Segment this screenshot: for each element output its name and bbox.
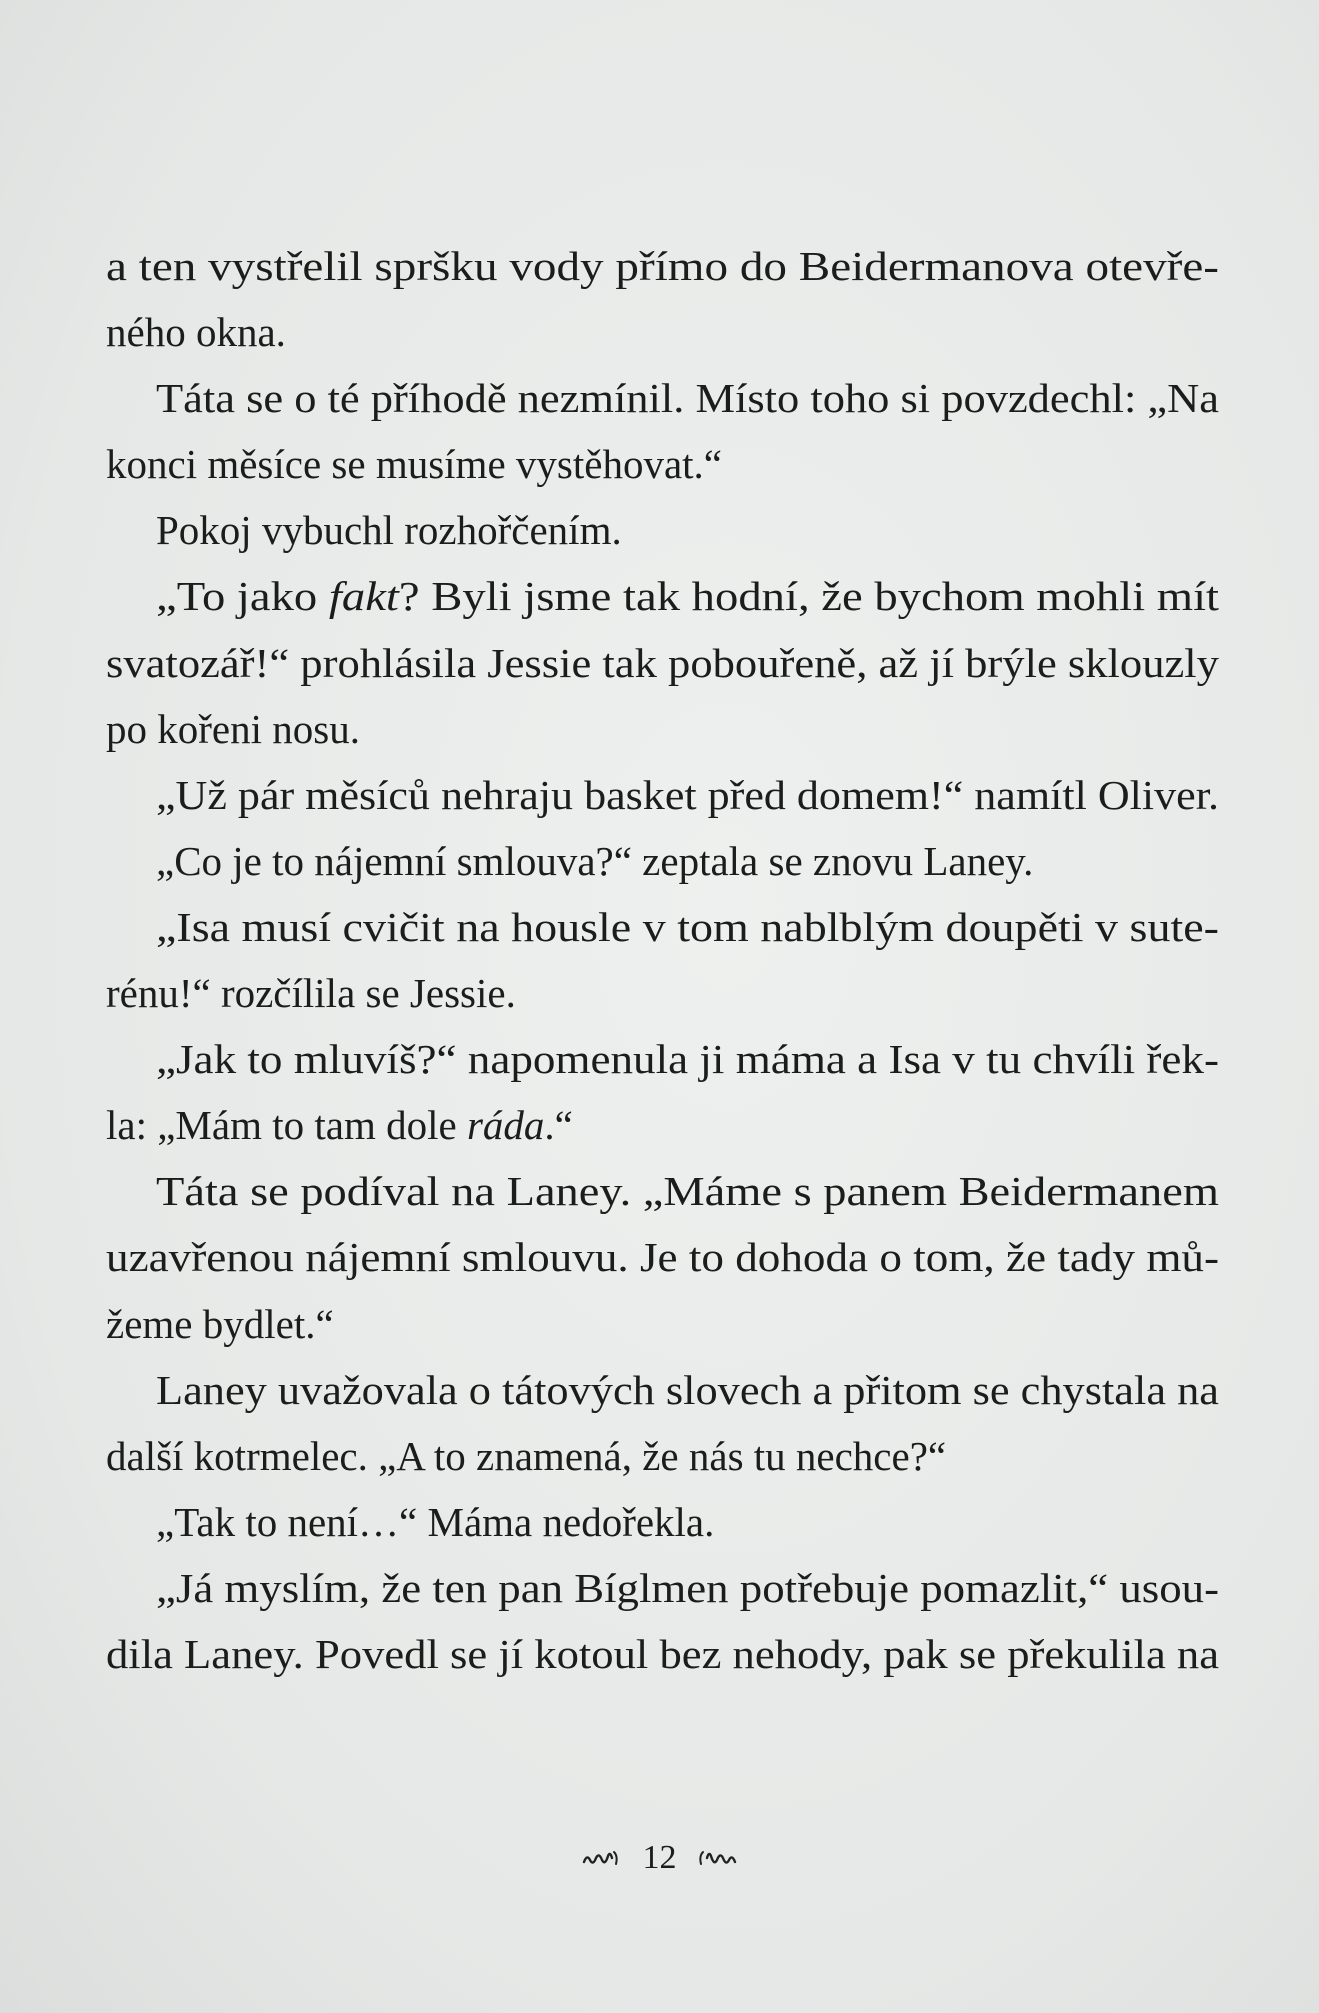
- text-line: [106, 563, 1219, 629]
- text-line-content: uzavřenou nájemní smlouvu. Je to dohoda o tom, že tady mů-: [106, 1234, 1220, 1281]
- text-line: [106, 960, 1219, 1026]
- text-line-content: dila Laney. Povedl se jí kotoul bez nehody, pak se překulila na: [106, 1630, 1220, 1677]
- text-line: [106, 233, 1219, 299]
- text-line: [106, 630, 1219, 696]
- text-line: [106, 1026, 1219, 1092]
- text-line: [106, 431, 1219, 497]
- text-line-content: konci měsíce se musíme vystěhovat.“: [106, 441, 722, 488]
- text-line-content: ného okna.: [106, 309, 286, 356]
- text-line: [106, 762, 1219, 828]
- text-line: [106, 1489, 1219, 1555]
- text-line: [106, 1092, 1219, 1158]
- text-run: „To jako: [156, 573, 329, 620]
- text-line: [106, 1423, 1219, 1489]
- text-line: [106, 1158, 1219, 1224]
- text-line-content: Pokoj vybuchl rozhořčením.: [156, 507, 622, 554]
- body-text: [106, 233, 1219, 1687]
- text-line-content: [156, 563, 1219, 629]
- text-line-content: Táta se podíval na Laney. „Máme s panem Beidermanem: [156, 1168, 1219, 1215]
- text-line-content: „Isa musí cvičit na housle v tom nablblým doupěti v sute-: [156, 903, 1219, 950]
- flourish-right-icon: [697, 1838, 737, 1878]
- text-line-content: „Tak to není…“ Máma nedořekla.: [156, 1498, 715, 1545]
- text-line-content: „Už pár měsíců nehraju basket před domem!“ namítl Oliver.: [156, 771, 1219, 818]
- text-line: [106, 1621, 1219, 1687]
- text-run: la: „Mám to tam dole: [106, 1102, 467, 1149]
- text-line: [106, 497, 1219, 563]
- text-line-content: Táta se o té příhodě nezmínil. Místo toho si povzdechl: „Na: [156, 375, 1219, 422]
- text-line: [106, 365, 1219, 431]
- emphasis-text: fakt: [328, 573, 399, 620]
- text-line-content: svatozář!“ prohlásila Jessie tak pobouřeně, až jí brýle sklouzly: [106, 639, 1219, 686]
- text-line: [106, 299, 1219, 365]
- text-line: [106, 894, 1219, 960]
- page-number: 12: [642, 1839, 677, 1877]
- text-line-content: a ten vystřelil spršku vody přímo do Beidermanova otevře-: [106, 243, 1220, 289]
- text-line: [106, 696, 1219, 762]
- text-line-content: „Já myslím, že ten pan Bíglmen potřebuje pomazlit,“ usou-: [156, 1564, 1220, 1611]
- text-line-content: Laney uvažovala o tátových slovech a přitom se chystala na: [156, 1366, 1219, 1413]
- flourish-left-icon: [582, 1838, 622, 1878]
- page-footer: [0, 1836, 1319, 1878]
- text-line-content: rénu!“ rozčílila se Jessie.: [106, 970, 516, 1017]
- text-line: [106, 1555, 1219, 1621]
- text-line-content: žeme bydlet.“: [106, 1300, 334, 1347]
- text-line-content: po kořeni nosu.: [106, 705, 360, 752]
- text-line-content: další kotrmelec. „A to znamená, že nás tu nechce?“: [106, 1432, 947, 1479]
- emphasis-text: ráda: [466, 1102, 545, 1149]
- text-run: ? Byli jsme tak hodní, že bychom mohli mít: [398, 573, 1220, 620]
- text-line-content: [106, 1092, 573, 1158]
- text-line-content: „Co je to nájemní smlouva?“ zeptala se znovu Laney.: [156, 837, 1034, 884]
- text-run: .“: [544, 1102, 573, 1149]
- text-line: [106, 1357, 1219, 1423]
- text-line: [106, 1291, 1219, 1357]
- text-line: [106, 828, 1219, 894]
- text-line-content: „Jak to mluvíš?“ napomenula ji máma a Isa v tu chvíli řek-: [156, 1036, 1219, 1083]
- text-line: [106, 1224, 1219, 1290]
